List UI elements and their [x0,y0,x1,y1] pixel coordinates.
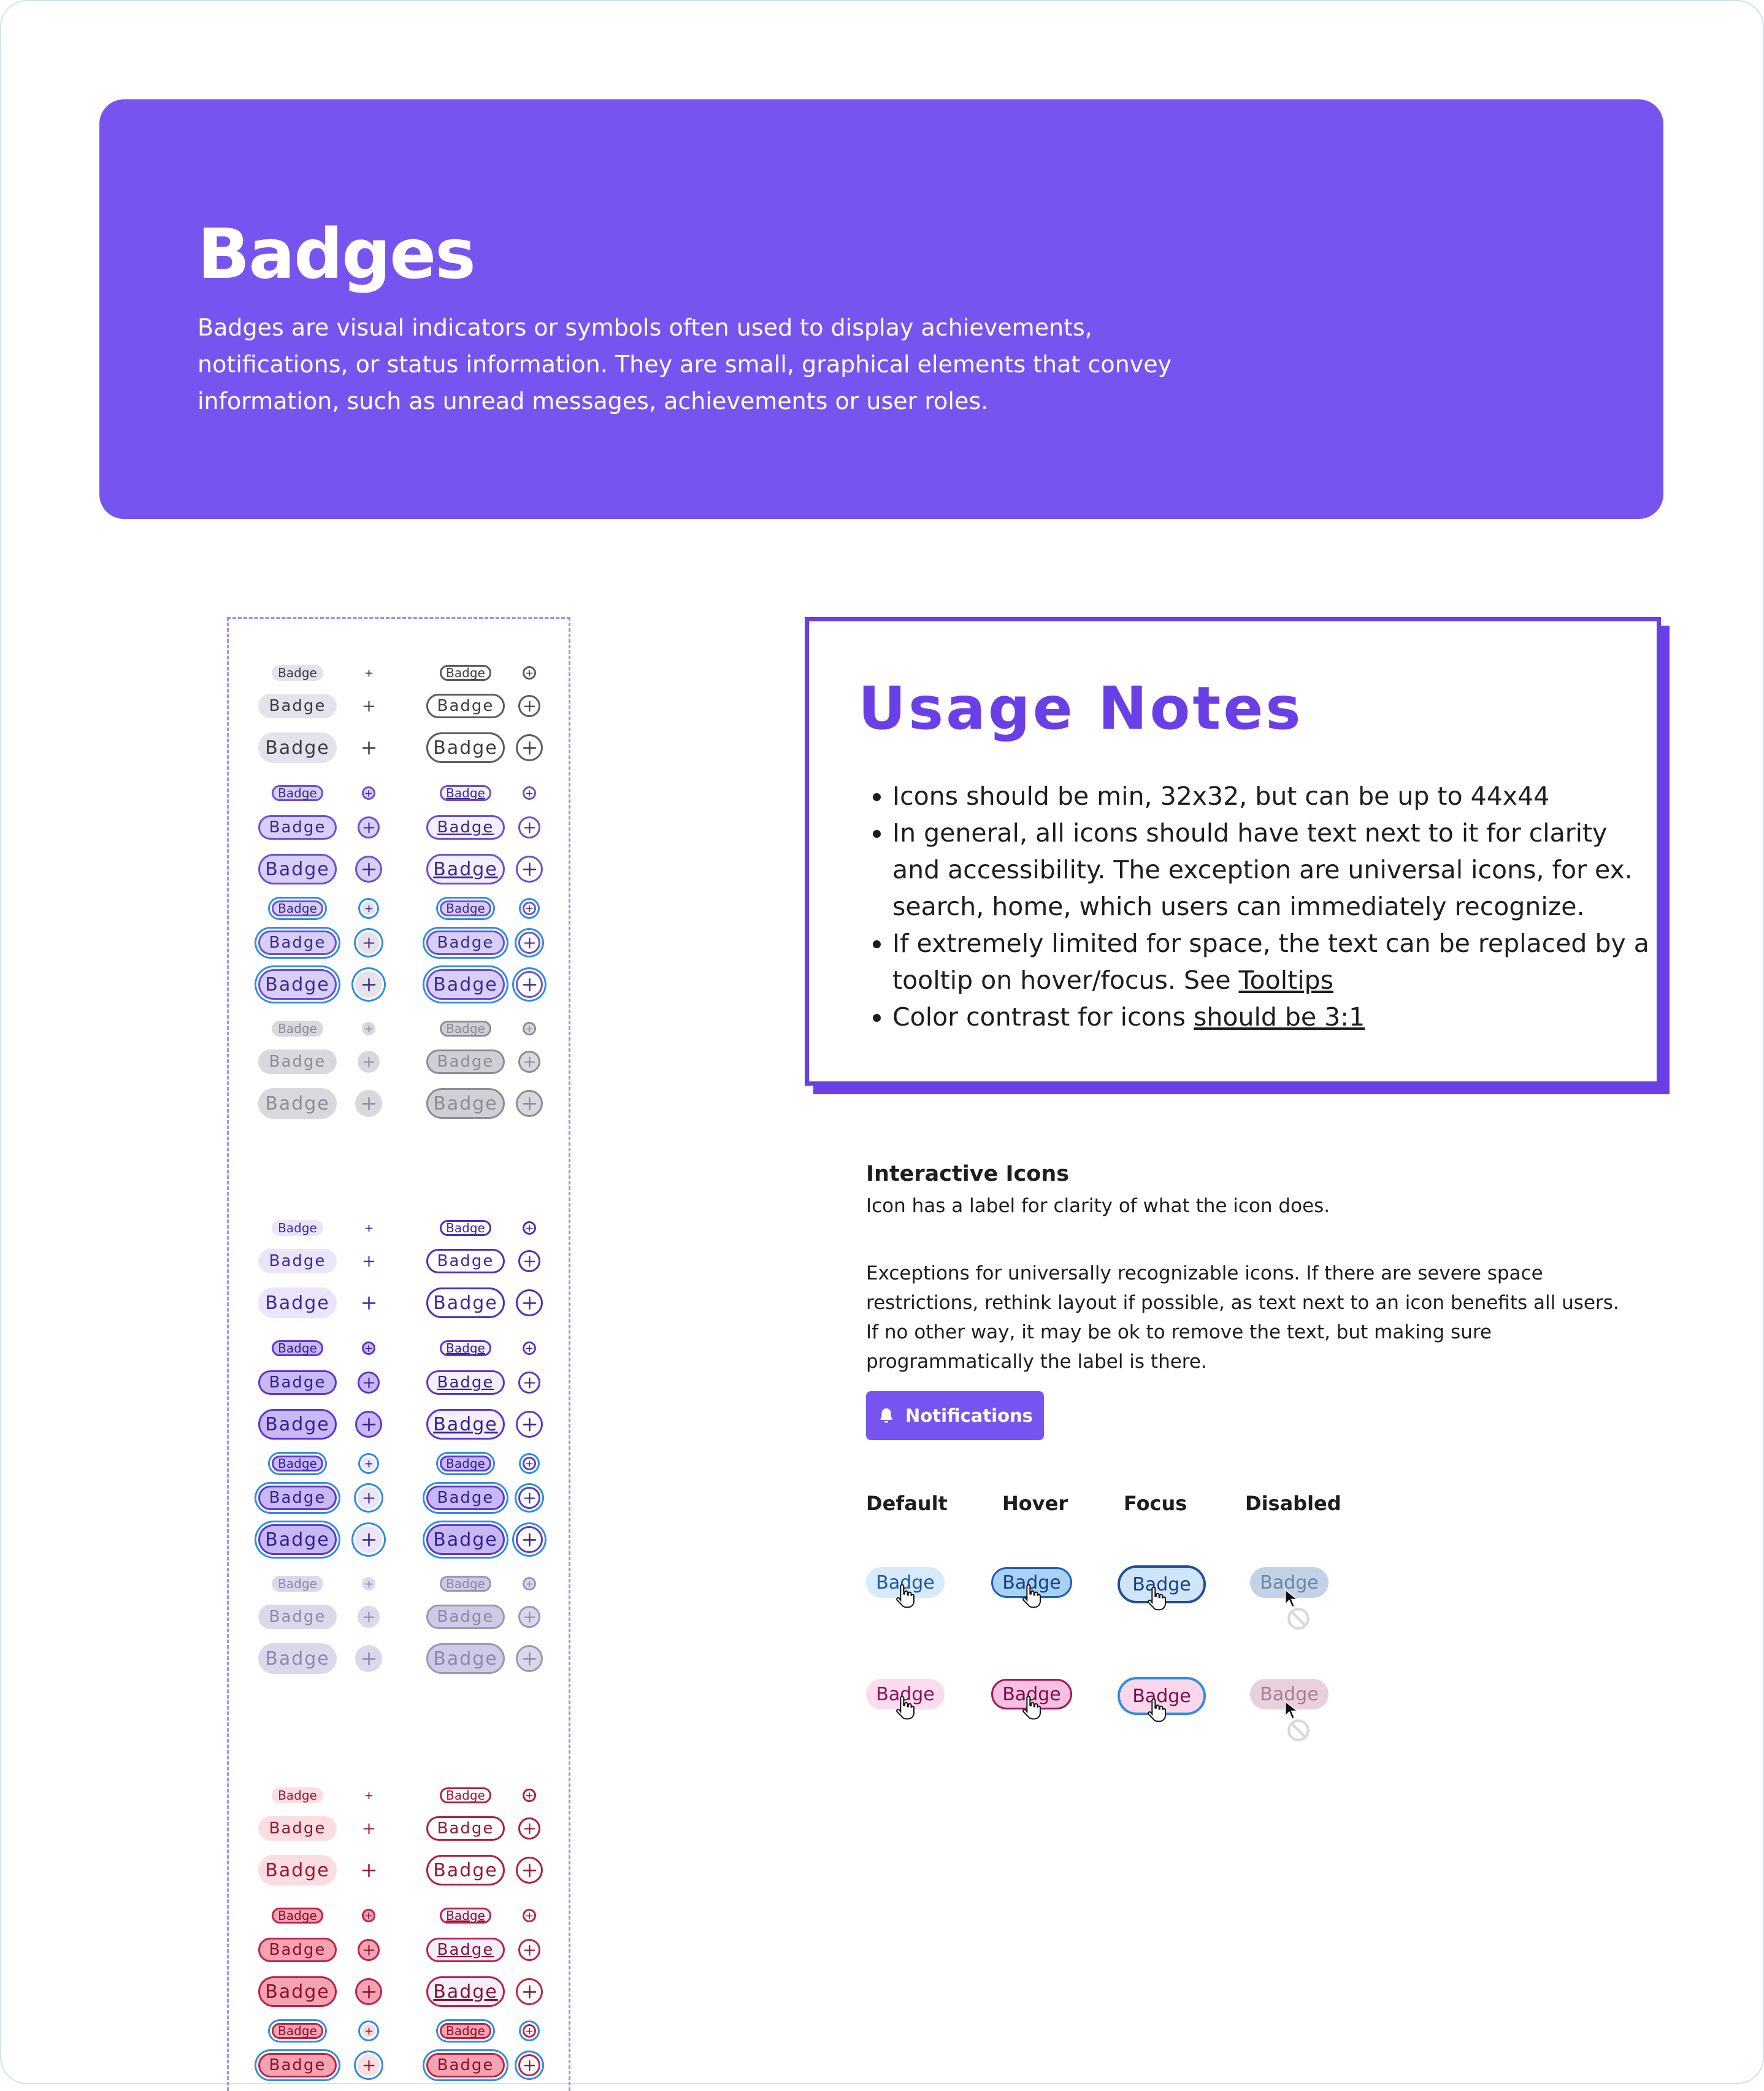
demo-badge-blue-focus[interactable]: Badge [1118,1565,1206,1603]
pointer-hand-icon [1021,1695,1041,1720]
icon-button-sample[interactable] [518,1817,540,1840]
plus-icon [361,1942,377,1959]
icon-button-sample[interactable] [358,2054,380,2076]
badge-sample[interactable]: Badge [272,1576,323,1592]
plus-icon [359,859,379,880]
usage-note-text: If extremely limited for space, the text can be replaced by a tooltip on hover/focus. See [892,929,1649,995]
badge-sample[interactable]: Badge [258,1249,337,1273]
icon-button-sample[interactable] [362,902,375,915]
icon-button-sample[interactable] [358,1939,380,1961]
icon-button-sample[interactable] [523,786,536,800]
icon-button-sample[interactable] [358,1487,380,1509]
badge-sample[interactable]: Badge [426,1287,505,1318]
plus-icon [520,738,540,758]
plus-icon [364,788,374,799]
tooltips-link[interactable]: Tooltips [1238,965,1333,995]
icon-button-sample[interactable] [355,971,382,998]
plus-icon [361,819,377,836]
badge-sample[interactable]: Badge [272,1340,323,1356]
badge-sample[interactable]: Badge [426,930,505,955]
plus-icon [364,904,374,914]
badge-sample[interactable]: Badge [258,1486,337,1510]
notifications-button-label: Notifications [905,1405,1033,1426]
icon-button-sample[interactable] [358,1606,380,1628]
plus-icon [521,935,538,951]
badge-sample[interactable]: Badge [440,665,491,681]
plus-icon [359,1414,379,1435]
icon-button-sample[interactable] [516,734,543,761]
icon-button-sample[interactable] [516,1289,543,1316]
icon-button-sample[interactable] [518,1939,540,1961]
usage-note-item: • Icons should be min, 32x32, but can be up to 44x44 [892,778,1653,815]
plus-icon [524,2026,534,2036]
demo-badge-pink-default[interactable]: Badge [866,1679,945,1709]
badge-sample[interactable]: Badge [272,665,323,681]
plus-icon [359,1293,379,1313]
badge-sample[interactable]: Badge [272,2023,323,2039]
icon-button-sample[interactable] [358,695,380,717]
demo-badge-blue-hover[interactable]: Badge [991,1567,1072,1598]
plus-icon [521,698,538,715]
plus-icon [361,1490,377,1506]
badge-sample[interactable]: Badge [426,694,505,718]
not-allowed-icon [1286,1606,1311,1632]
badge-sample[interactable]: Badge [440,785,491,801]
demo-badge-pink-disabled: Badge [1250,1679,1329,1709]
badge-sample[interactable]: Badge [440,1456,491,1471]
plus-icon [364,2026,374,2036]
icon-button-sample[interactable] [523,1789,536,1802]
icon-button-sample[interactable] [355,1411,382,1438]
plus-icon [521,1609,538,1625]
icon-button-sample[interactable] [362,2024,375,2038]
badge-sample[interactable]: Badge [426,1855,505,1886]
icon-button-sample[interactable] [358,816,380,838]
state-label-hover: Hover [1002,1492,1068,1515]
usage-notes-list [858,778,1653,1035]
badge-sample[interactable]: Badge [258,969,337,1000]
plus-icon [524,788,534,799]
icon-button-sample[interactable] [516,1411,543,1438]
badge-sample[interactable]: Badge [272,900,323,916]
plus-icon [364,1790,374,1801]
icon-button-sample[interactable] [362,1221,375,1235]
plus-icon [359,1649,379,1669]
badge-sample[interactable]: Badge [258,1855,337,1886]
notifications-button[interactable] [866,1391,1044,1440]
plus-icon [364,1024,374,1034]
icon-button-sample[interactable] [523,902,536,915]
plus-icon [364,1459,374,1469]
icon-button-sample[interactable] [516,971,543,998]
plus-icon [359,1982,379,2002]
demo-badge-blue-default[interactable]: Badge [866,1567,945,1598]
badge-sample[interactable]: Badge [440,1787,491,1803]
badge-sample[interactable]: Badge [440,1576,491,1592]
icon-button-sample[interactable] [358,1250,380,1272]
icon-button-sample[interactable] [523,1909,536,1922]
plus-icon [524,1579,534,1589]
plus-icon [521,2057,538,2074]
badge-sample[interactable]: Badge [426,2053,505,2078]
badge-sample[interactable]: Badge [272,1021,323,1037]
usage-note-text: Color contrast for icons [892,1002,1194,1032]
icon-button-sample[interactable] [362,1457,375,1470]
icon-button-sample[interactable] [518,1487,540,1509]
plus-icon [520,859,540,880]
icon-button-sample[interactable] [358,932,380,954]
badge-sample[interactable]: Badge [426,854,505,884]
pointer-hand-icon [1146,1698,1167,1722]
plus-icon [521,1375,538,1391]
icon-button-sample[interactable] [355,1645,382,1672]
plus-icon [520,1530,540,1550]
badge-sample[interactable]: Badge [440,1908,491,1924]
interactive-icons-title: Interactive Icons [866,1162,1070,1186]
plus-icon [521,1942,538,1959]
hero-banner [99,99,1663,519]
plus-icon [524,1223,534,1233]
icon-button-sample[interactable] [518,1372,540,1394]
badge-sample[interactable]: Badge [426,1643,505,1674]
icon-button-sample[interactable] [355,1526,382,1553]
icon-button-sample[interactable] [523,1457,536,1470]
icon-button-sample[interactable] [362,1909,375,1922]
plus-icon [361,1609,377,1625]
icon-button-sample[interactable] [523,1341,536,1355]
icon-button-sample[interactable] [362,1789,375,1802]
plus-icon [364,1911,374,1921]
interactive-icons-body: Exceptions for universally recognizable icons. If there are severe space restrictions, rethink layout if possible, as text next to an icon benefits all users. If no other way, it may be ok to remove the text, but making sure programmatically the label is there. [866,1262,1619,1373]
badge-sample[interactable]: Badge [426,815,505,840]
not-allowed-icon [1286,1717,1311,1743]
plus-icon [520,1982,540,2002]
icon-button-sample[interactable] [518,1250,540,1272]
badge-sample[interactable]: Badge [272,1787,323,1803]
icon-button-sample[interactable] [362,1577,375,1590]
plus-icon [520,1860,540,1881]
icon-button-sample[interactable] [523,1221,536,1235]
bell-icon [877,1406,895,1425]
icon-button-sample[interactable] [358,1372,380,1394]
plus-icon [521,1490,538,1506]
icon-button-sample[interactable] [362,786,375,800]
icon-button-sample[interactable] [523,2024,536,2038]
plus-icon [361,1821,377,1837]
state-label-focus: Focus [1124,1492,1187,1515]
badge-sample[interactable]: Badge [258,1088,337,1119]
badge-sample[interactable]: Badge [258,694,337,718]
plus-icon [520,975,540,995]
contrast-link[interactable]: should be 3:1 [1194,1002,1365,1032]
plus-icon [361,1054,377,1070]
badge-sample[interactable]: Badge [426,1049,505,1074]
badge-specimen-sheet [227,617,570,2091]
plus-icon [364,1579,374,1589]
icon-button-sample[interactable] [355,734,382,761]
badge-sample[interactable]: Badge [272,1908,323,1924]
badge-sample[interactable]: Badge [258,1643,337,1674]
icon-button-sample[interactable] [518,2054,540,2076]
icon-button-sample[interactable] [516,1526,543,1553]
plus-icon [524,904,534,914]
usage-note-item [892,925,1653,999]
state-label-default: Default [866,1492,948,1515]
badge-sample[interactable]: Badge [426,1976,505,2007]
usage-note-item [892,999,1653,1035]
badge-sample[interactable]: Badge [258,1370,337,1395]
plus-icon [520,1293,540,1313]
icon-button-sample[interactable] [355,1289,382,1316]
icon-button-sample[interactable] [516,1978,543,2005]
badge-sample[interactable]: Badge [426,1938,505,1962]
badge-sample[interactable]: Badge [258,1816,337,1841]
badge-sample[interactable]: Badge [258,1049,337,1074]
icon-button-sample[interactable] [518,1051,540,1073]
plus-icon [521,1253,538,1270]
icon-button-sample[interactable] [355,1090,382,1117]
icon-button-sample[interactable] [355,1978,382,2005]
plus-icon [520,1649,540,1669]
plus-icon [521,819,538,836]
icon-button-sample[interactable] [523,666,536,680]
usage-notes-title: Usage Notes [858,674,1303,743]
badge-sample[interactable]: Badge [426,1816,505,1841]
pointer-hand-icon [1021,1584,1041,1608]
badge-sample[interactable]: Badge [426,1486,505,1510]
plus-icon [359,1530,379,1550]
badge-sample[interactable]: Badge [258,854,337,884]
icon-button-sample[interactable] [362,666,375,680]
plus-icon [361,935,377,951]
badge-sample[interactable]: Badge [272,785,323,801]
plus-icon [524,668,534,678]
badge-sample[interactable]: Badge [426,732,505,763]
badge-sample[interactable]: Badge [426,1370,505,1395]
badge-sample[interactable]: Badge [426,969,505,1000]
usage-notes-card [805,617,1661,1086]
demo-badge-pink-focus[interactable]: Badge [1118,1677,1206,1715]
badge-sample[interactable]: Badge [258,1524,337,1555]
plus-icon [520,1414,540,1435]
icon-button-sample[interactable] [355,1857,382,1884]
badge-sample[interactable]: Badge [258,815,337,840]
plus-icon [359,1094,379,1114]
badge-sample[interactable]: Badge [440,1340,491,1356]
plus-icon [521,1054,538,1070]
icon-button-sample[interactable] [516,1090,543,1117]
badge-sample[interactable]: Badge [258,1938,337,1962]
plus-icon [364,668,374,678]
badge-sample[interactable]: Badge [272,1220,323,1236]
pointer-hand-icon [894,1584,915,1608]
icon-button-sample[interactable] [518,932,540,954]
plus-icon [524,1911,534,1921]
badge-sample[interactable]: Badge [258,2053,337,2078]
interactive-icons-subtitle: Icon has a label for clarity of what the icon does. [866,1195,1330,1217]
plus-icon [359,738,379,758]
badge-sample[interactable]: Badge [258,1409,337,1440]
page-title: Badges [197,215,475,294]
icon-button-sample[interactable] [516,1857,543,1884]
icon-button-sample[interactable] [358,1817,380,1840]
usage-note-item: • In general, all icons should have text next to it for clarity and accessibility. The exception are universal icons, for ex. search, home, which users can immediately recognize. [892,815,1653,925]
plus-icon [521,1821,538,1837]
icon-button-sample[interactable] [355,856,382,883]
pointer-hand-icon [894,1695,915,1720]
icon-button-sample[interactable] [518,1606,540,1628]
icon-button-sample[interactable] [518,695,540,717]
icon-button-sample[interactable] [516,1645,543,1672]
plus-icon [524,1343,534,1354]
icon-button-sample[interactable] [362,1022,375,1035]
plus-icon [524,1790,534,1801]
icon-button-sample[interactable] [523,1577,536,1590]
icon-button-sample[interactable] [358,1051,380,1073]
badge-sample[interactable]: Badge [272,1456,323,1471]
icon-button-sample[interactable] [362,1341,375,1355]
icon-button-sample[interactable] [523,1022,536,1035]
badge-sample[interactable]: Badge [440,900,491,916]
demo-badge-pink-hover[interactable]: Badge [991,1679,1072,1709]
plus-icon [361,1375,377,1391]
plus-icon [524,1459,534,1469]
badge-sample[interactable]: Badge [440,1021,491,1037]
badge-sample[interactable]: Badge [426,1088,505,1119]
badge-sample[interactable]: Badge [426,1524,505,1555]
badge-sample[interactable]: Badge [426,1409,505,1440]
badge-sample[interactable]: Badge [258,1976,337,2007]
plus-icon [364,1223,374,1233]
plus-icon [364,1343,374,1354]
plus-icon [361,698,377,715]
plus-icon [361,1253,377,1270]
badge-sample[interactable]: Badge [258,1287,337,1318]
icon-button-sample[interactable] [516,856,543,883]
plus-icon [359,975,379,995]
badge-sample[interactable]: Badge [426,1605,505,1629]
plus-icon [524,1024,534,1034]
badge-sample[interactable]: Badge [440,2023,491,2039]
badge-sample[interactable]: Badge [258,1605,337,1629]
badge-sample[interactable]: Badge [258,732,337,763]
plus-icon [359,1860,379,1881]
page-description: Badges are visual indicators or symbols often used to display achievements, notifications, or status information. They are small, graphical elements that convey information, such as unread messages, achievements or user roles. [197,314,1172,415]
demo-badge-blue-disabled: Badge [1250,1567,1329,1598]
plus-icon [361,2057,377,2074]
pointer-hand-icon [1146,1586,1167,1611]
badge-sample[interactable]: Badge [258,930,337,955]
state-label-disabled: Disabled [1245,1492,1341,1515]
plus-icon [520,1094,540,1114]
badge-sample[interactable]: Badge [426,1249,505,1273]
badge-sample[interactable]: Badge [440,1220,491,1236]
icon-button-sample[interactable] [518,816,540,838]
